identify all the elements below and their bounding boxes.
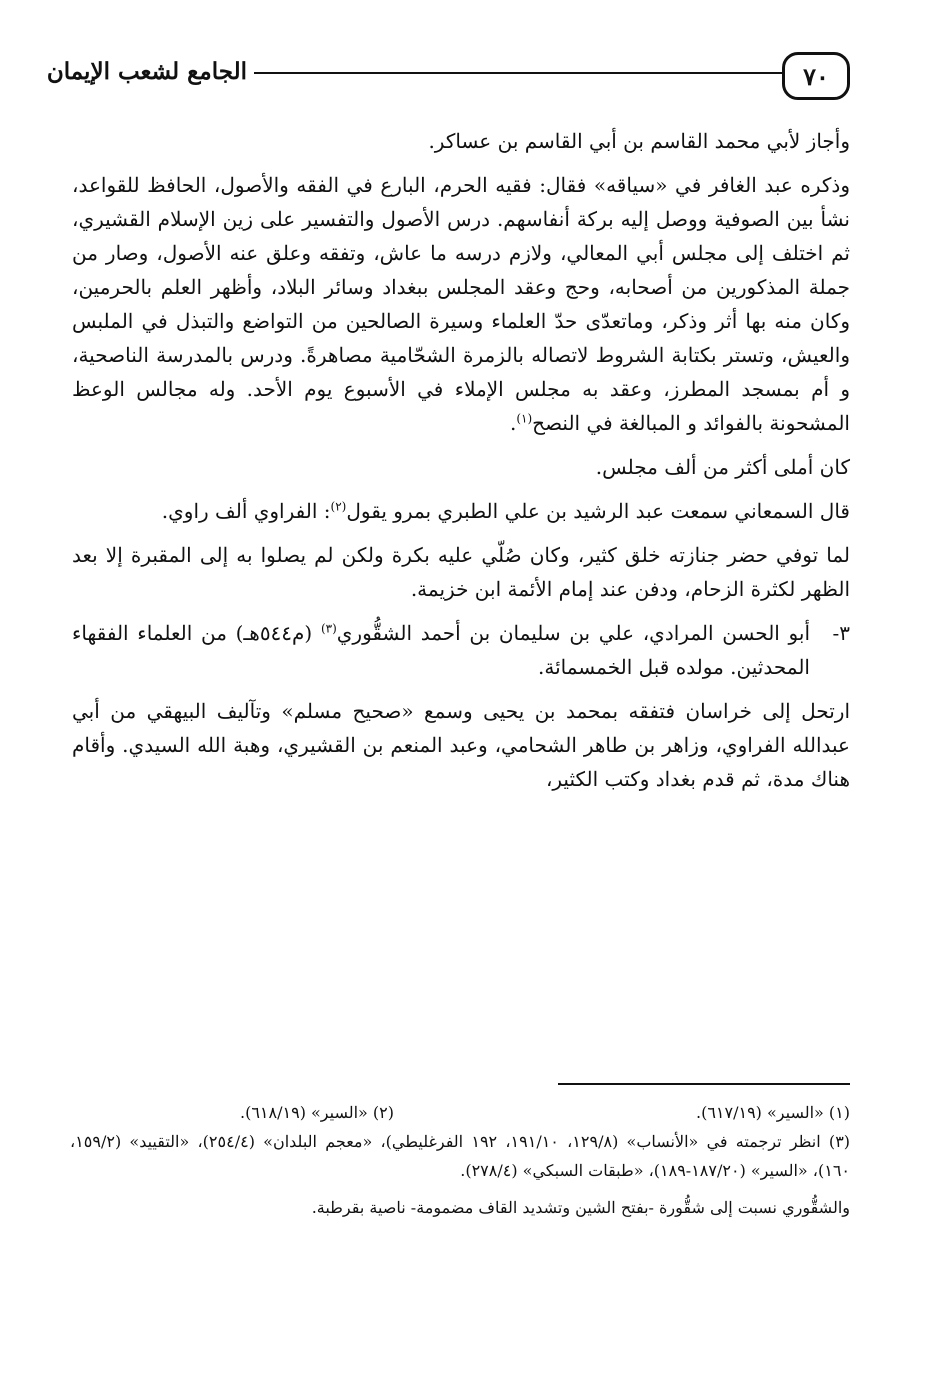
footnote-row <box>70 1098 850 1127</box>
footnote-ref-1: (١) <box>516 411 533 426</box>
paragraph-khurasan: ارتحل إلى خراسان فتفقه بمحمد بن يحيى وسمع «صحيح مسلم» وتآليف البيهقي من أبي عبدالله الفراوي، وزاهر بن طاهر الشحامي، وعبد المنعم بن القشيري، وهبة الله السيدي. وأقام هناك مدة، ثم قدم بغداد وكتب الكثير، <box>72 699 850 791</box>
footnote-separator <box>558 1083 850 1085</box>
paragraph-text: وذكره عبد الغافر في «سياقه» فقال: فقيه الحرم، البارع في الفقه والأصول، الحافظ للقواعد، نشأ بين الصوفية ووصل إليه بركة أنفاسهم. درس الأصول والتفسير على زين الإسلام القشيري، ثم اختلف إلى مجلس أبي المعالي، ولازم درسه ما عاش، وتفقه وعلق عنه الأصول، وصار من جملة المذكورين من أصحابه، وحج وعقد المجلس ببغداد وسائر البلاد، وأظهر العلم بالحرمين، وكان منه بها أثر وذكر، وماتعدّى حدّ العلماء وسيرة الصالحين من التواضع والتبذل في الملبس والعيش، وتستر بكتابة الشروط لاتصاله بالزمرة الشحّامية مصاهرةً. ودرس بالمدرسة الناصحية، و أم بمسجد المطرز، وعقد به مجلس الإملاء في الأسبوع يوم الأحد. وله مجالس الوعظ المشحونة بالفوائد و المبالغة في النصح <box>72 173 850 435</box>
paragraph-text: قال السمعاني سمعت عبد الرشيد بن علي الطبري بمرو يقول <box>346 499 850 523</box>
running-title: الجامع لشعب الإيمان <box>46 58 247 85</box>
footnote-1: (١) «السير» (٦١٧/١٩). <box>695 1103 850 1122</box>
paragraph-funeral: لما توفي حضر جنازته خلق كثير، وكان صُلّي عليه بكرة ولكن لم يصلوا به إلى المقبرة إلا بعد الظهر لكثرة الزحام، ودفن عند إمام الأئمة ابن خزيمة. <box>72 543 850 601</box>
footnote-ref-3: (٣) <box>320 621 337 636</box>
header-rule <box>254 72 782 74</box>
entry-3 <box>72 616 850 684</box>
paragraph-samani <box>72 494 850 528</box>
entry-number: ٣- <box>832 621 850 645</box>
page-number: ٧٠ <box>782 52 850 100</box>
footnote-ref-2: (٢) <box>330 499 347 514</box>
paragraph-text: : الفراوي ألف راوي. <box>161 499 331 523</box>
paragraph-abd-al-ghafir: وذكره عبد الغافر في «سياقه» فقال: فقيه الحرم، البارع في الفقه والأصول، الحافظ للقواعد، نشأ بين الصوفية ووصل إليه بركة أنفاسهم. درس الأصول والتفسير على زين الإسلام القشيري، ثم اختلف إلى مجلس أبي المعالي، ولازم درسه ما عاش، وتفقه وعلق عنه الأصول، وصار من جملة المذكورين من أصحابه، وحج وعقد المجلس ببغداد وسائر البلاد، وأظهر العلم بالحرمين، وكان منه بها أثر وذكر، وماتعدّى حدّ العلماء وسيرة الصالحين من التواضع والتبذل في الملبس والعيش، وتستر بكتابة الشروط لاتصاله بالزمرة الشحّامية مصاهرةً. ودرس بالمدرسة الناصحية، و أم بمسجد المطرز، وعقد به مجلس الإملاء في الأسبوع يوم الأحد. وله مجالس الوعظ المشحونة بالفوائد و المبالغة في النصح$^{(١)}$. <box>72 173 850 435</box>
paragraph-ijaza: وأجاز لأبي محمد القاسم بن أبي القاسم بن عساكر. <box>428 129 850 153</box>
entry-name: أبو الحسن المرادي، علي بن سليمان بن أحمد الشقُّوري <box>336 621 811 645</box>
footnote-note: والشقُّوري نسبت إلى شقُّورة -بفتح الشين وتشديد القاف مضمومة- ناصية بقرطبة. <box>311 1198 850 1217</box>
footnote-2: (٢) «السير» (٦١٨/١٩). <box>240 1103 395 1122</box>
entry-text: (م٥٤٤هـ) من العلماء الفقهاء المحدثين. مولده قبل الخمسمائة. <box>72 621 810 679</box>
page-header <box>46 52 850 100</box>
footnotes <box>70 1098 850 1222</box>
footnote-3: (٣) انظر ترجمته في «الأنساب» (١٢٩/٨، ١٩١/١٠، ١٩٢ الفرغليطي)، «معجم البلدان» (٢٥٤/٤)، «التقييد» (١٥٩/٢، ١٦٠)، «السير» (١٨٧/٢٠-١٨٩)، «طبقات السبكي» (٢٧٨/٤). <box>70 1132 851 1180</box>
main-text <box>72 124 850 806</box>
paragraph-amla: كان أملى أكثر من ألف مجلس. <box>595 455 850 479</box>
